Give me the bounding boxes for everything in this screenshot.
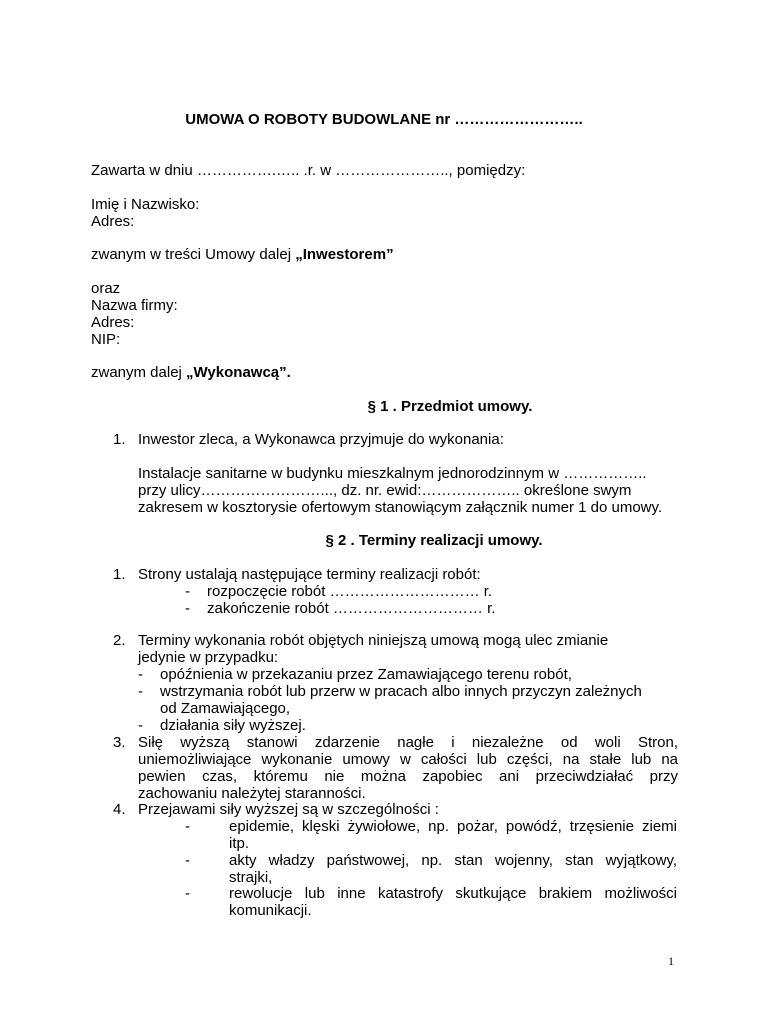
oraz-label: oraz [91,280,121,297]
term-end-dash: - [185,600,190,617]
force-dash-2: - [185,852,190,869]
delay-reason-1: opóźnienia w przekazaniu przez Zamawiającego terenu robót, [160,666,572,683]
name-label: Imię i Nazwisko: [91,196,200,213]
force-example-2-line-2: strajki, [229,869,273,886]
term-start-text: rozpoczęcie robót ………………………… r. [207,583,493,600]
force-example-3-line-2: komunikacji. [229,902,312,919]
company-address-label: Adres: [91,314,135,331]
document-title: UMOWA O ROBOTY BUDOWLANE nr …………………….. [185,111,583,128]
section2-item4-text: Przejawami siły wyższej są w szczególności : [138,801,439,818]
section2-item3-line-3: pewien czas, któremu nie można zapobiec ani przeciwdziałać przy [138,768,678,785]
company-label: Nazwa firmy: [91,297,178,314]
page-number: 1 [668,954,674,968]
nip-label: NIP: [91,331,121,348]
delay-reason-2-line-2: od Zamawiającego, [160,700,291,717]
section1-item1-text: Inwestor zleca, a Wykonawca przyjmuje do wykonania: [138,431,504,448]
section2-item2-line-2: jedynie w przypadku: [138,649,279,666]
investor-prefix: zwanym w treści Umowy dalej [91,246,296,263]
investor-term: „Inwestorem” [295,246,394,263]
force-dash-1: - [185,818,190,835]
section2-item4-number: 4. [113,801,126,818]
delay-reason-2-line-1: wstrzymania robót lub przerw w pracach albo innych przyczyn zależnych [160,683,642,700]
section1-description-line-1: Instalacje sanitarne w budynku mieszkalnym jednorodzinnym w …………….. [138,465,647,482]
section2-item3-line-1: Siłę wyższą stanowi zdarzenie nagłe i niezależne od woli Stron, [138,734,678,751]
delay-reason-3: działania siły wyższej. [160,717,306,734]
delay-dash-1: - [138,666,143,683]
section1-item1-number: 1. [113,431,126,448]
section2-item3-line-4: zachowaniu należytej staranności. [138,785,366,802]
section2-item3-number: 3. [113,734,126,751]
section1-description-line-2: przy ulicy……………………..., dz. nr. ewid:……………….. określone swym [138,482,632,499]
delay-dash-3: - [138,717,143,734]
force-example-2-line-1: akty władzy państwowej, np. stan wojenny, stan wyjątkowy, [229,852,677,869]
section2-item2-number: 2. [113,632,126,649]
investor-line [91,246,681,263]
contractor-line [91,364,681,381]
term-start-dash: - [185,583,190,600]
delay-dash-2: - [138,683,143,700]
section2-item1-text: Strony ustalają następujące terminy realizacji robót: [138,566,481,583]
force-example-3-line-1: rewolucje lub inne katastrofy skutkujące brakiem możliwości [229,885,677,902]
concluded-line: Zawarta w dniu …………….….. .r. w ………………….., pomiędzy: [91,162,526,179]
contractor-prefix: zwanym dalej [91,364,187,381]
section1-heading: § 1 . Przedmiot umowy. [367,398,533,415]
force-example-1-line-1: epidemie, klęski żywiołowe, np. pożar, powódź, trzęsienie ziemi [229,818,677,835]
force-dash-3: - [185,885,190,902]
force-example-1-line-2: itp. [229,835,250,852]
section2-item3-line-2: uniemożliwiające wykonanie umowy w całości lub części, na stałe lub na [138,751,678,768]
section2-item1-number: 1. [113,566,126,583]
section1-description-line-3: zakresem w kosztorysie ofertowym stanowiącym załącznik numer 1 do umowy. [138,499,663,516]
address-label: Adres: [91,213,135,230]
section2-item2-line-1: Terminy wykonania robót objętych niniejszą umową mogą ulec zmianie [138,632,609,649]
contractor-term: „Wykonawcą”. [186,364,291,381]
term-end-text: zakończenie robót ………………………… r. [207,600,496,617]
section2-heading: § 2 . Terminy realizacji umowy. [325,532,543,549]
